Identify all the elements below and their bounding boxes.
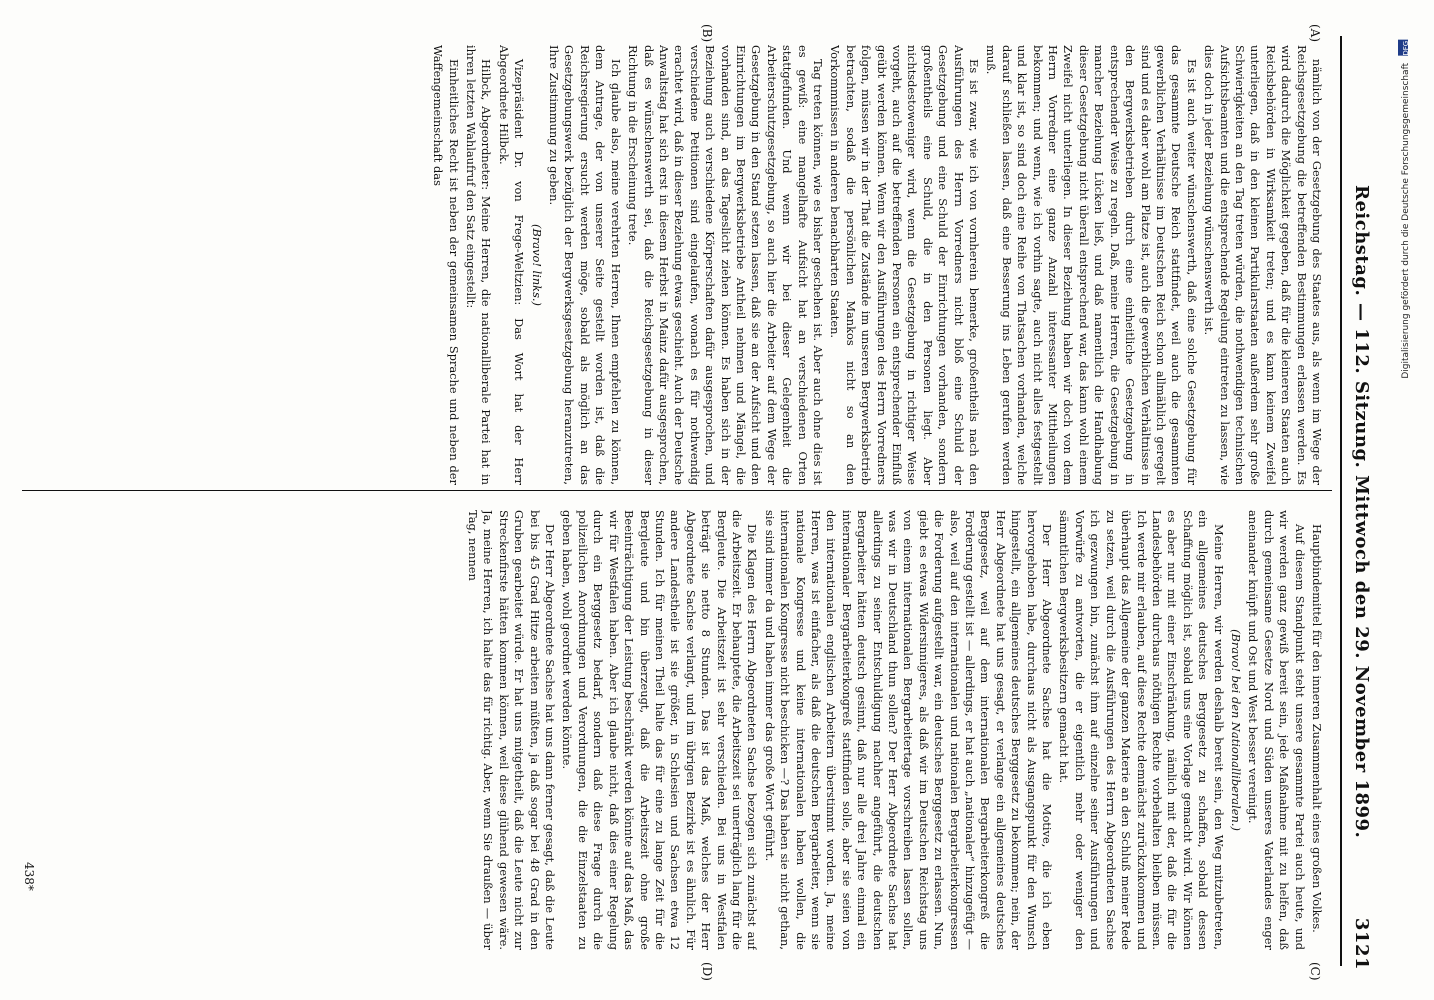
paragraph: Tag treten können, wie es bisher geschehen ist. Aber auch ohne dies ist es gewiß: eine mangelhafte Aufsicht hat an verschiedenen Orten stattgefunden. Und wenn wir bei dieser Gelegenheit die Arbeiterschutzgesetzgebung, so auch hier die Arbeiter auf dem Wege der Gesetzgebung in den Stand setzen lassen, daß sie an der Aufsicht und den Einrichtungen im Bergwerksbetriebe Antheil nehmen und Mängel, die vorhanden sind, an das Tageslicht ziehen können. Es haben sich in der Beziehung auch verschiedene Körperschaften dafür ausgesprochen, und verschiedene Petitionen sind eingelaufen, wonach es für nothwendig erachtet wird, daß in dieser Beziehung etwas geschieht. Auch der Deutsche Anwaltstag hat sich erst in diesem Herbst in Mainz dafür ausgesprochen, daß es wünschenswerth sei, daß die Reichsgesetzgebung in dieser Richtung in die Erscheinung trete. <box>626 45 825 485</box>
quotation: Hauptbindemittel für den inneren Zusammenhalt eines großen Volkes. <box>1310 524 1324 933</box>
applause-note: (Bravo! bei den Nationalliberalen.) <box>1228 629 1243 831</box>
header-rule <box>1340 36 1342 966</box>
paragraph: Ich glaube also, meine verehrten Herren, Ihnen empfehlen zu können, dem Antrage, der von unserer Seite gestellt worden ist, daß die Reichsregierung ersucht werden möge, sobald als möglich an das Gesetzgebungswerk bezüglich der Bergwerksgesetzgebung heranzutreten, Ihre Zustimmung zu geben. <box>547 45 623 485</box>
paragraph: Vizepräsident Dr. von Frege-Weltzien: Das Wort hat der Herr Abgeordnete Hilbck. <box>496 45 527 485</box>
paragraph: Es ist auch weiter wünschenswerth, daß eine solche Gesetzgebung für das gesammte Deutsche Reich stattfindet, weil auch die gesammten gewerblichen Verhältnisse im Deutschen Reich schon allmählich geregelt sind und es daher wohl am Platze ist, auch die gewerblichen Verhältnisse in den Bergwerksbetrieben durch eine einheitliche Gesetzgebung in entsprechender Weise zu regeln. Daß, meine Herren, die Gesetzgebung in mancher Beziehung Lücken ließ, und daß namentlich die Handhabung dieser Gesetzgebung nicht überall entsprechend war, das kann wohl einem Zweifel nicht unterliegen. In dieser Beziehung haben wir doch von dem Herrn Vorredner eine ganze Anzahl interessanter Mittheilungen bekommen; und wenn, wie ich vorhin sagte, auch nicht alles festgestellt und klar ist, so sind doch eine Reihe von Thatsachen vorhanden, welche darauf schließen lassen, daß eine Besserung ins Leben gerufen werden muß. <box>984 45 1199 485</box>
header-title: Reichstag. — 112. Sitzung. Mittwoch den 29. November 1899. <box>1351 185 1372 839</box>
dfg-logo-icon: DFG <box>1398 40 1408 56</box>
digitization-credit <box>1398 40 1411 379</box>
paragraph: Die Klagen des Herrn Abgeordneten Sachse bezogen sich zunächst auf die Arbeitszeit. Er behauptete, die Arbeitszeit sei unerträglich lang für die Bergleute. Die Arbeitszeit ist sehr verschieden. Bei uns in Westfalen beträgt sie netto 8 Stunden. Das ist das Maß, welches der Herr Abgeordnete Sachse verlangt, und im übrigen Bezirke ist es ähnlich. Für andere Landestheile ist sie größer, in Schlesien und Sachsen etwa 12 Stunden. Ich für meinen Theil halte das für eine zu lange Zeit für die Bergleute und bin überzeugt, daß die Arbeitszeit ohne große Beeinträchtigung der Leistung beschränkt werden könnte auf das Maß, das wir für Westfalen haben. Aber ich glaube nicht, daß dies einer Regelung durch ein Berggesetz bedarf, sondern daß diese Frage durch die polizeilichen Anordnungen und Verordnungen, die die Einzelstaaten zu geben haben, wohl geordnet werden könnte. <box>560 510 760 950</box>
sheet-number: 438* <box>22 862 36 891</box>
margin-marker-c: (C) <box>1308 962 1322 981</box>
left-column <box>34 45 1324 485</box>
paragraph: Der Herr Abgeordnete Sachse hat die Motive, die ich eben hervorgehoben habe, durchaus nicht als Ausgangspunkt für den Wunsch hingestellt, ein allgemeines deutsches Berggesetz zu bekommen; nein, der Herr Abgeordnete hat uns gesagt, er verlange ein allgemeines deutsches Berggesetz, weil auf dem internationalen Bergarbeiterkongreß die Forderung gestellt ist — allerdings, er hat auch „nationaler“ hinzugefügt — also, weil auf den internationalen und nationalen Bergarbeiterkongressen die Forderung aufgestellt war, ein deutsches Berggesetz zu erlassen. Nun, giebt es etwas Widersinnigeres, als daß wir im Deutschen Reichstag uns von einem internationalen Bergarbeitertage vorschreiben lassen sollen, was wir in Deutschland thun sollen? Der Herr Abgeordnete Sachse hat allerdings zu seiner Entschuldigung nachher angeführt, die deutschen Bergarbeiter hätten deutsch gesinnt, daß nur alle drei Jahre einmal ein internationaler Bergarbeiterkongreß stattfinden solle, aber sie seien von den internationalen englischen Arbeitern überstimmt worden. Ja, meine Herren, was ist einfacher, als daß die deutschen Bergarbeiter, wenn sie nationale Kongresse und keine internationalen haben wollen, die internationalen Kongresse nicht beschicken —? Das haben sie nicht gethan, sie sind immer da und haben immer das große Wort geführt. <box>762 510 1055 950</box>
right-column <box>34 510 1324 950</box>
margin-marker-b: (B) <box>700 24 714 43</box>
page-number: 3121 <box>1351 917 1372 970</box>
paragraph: Der Herr Abgeordnete Sachse hat uns dann ferner gesagt, daß die Leute bei bis 45 Grad Hitze arbeiten müßten, ja daß sogar bei 48 Grad in den Gruben gearbeitet würde. Er hat uns mitgetheilt, daß die Leute nicht zur Streckenfirste hätten kommen können, weil diese glühend gewesen wäre. Ja, meine Herren, ich halte das für richtig. Aber, wenn Sie draußen — über Tag, nennen <box>466 510 558 950</box>
credit-text: Digitalisierung gefördert durch die Deutsche Forschungsgemeinschaft <box>1401 62 1411 379</box>
page-header <box>1342 30 1372 970</box>
paragraph: Hilbck, Abgeordneter: Meine Herren, die nationalliberale Partei hat in ihren letzten Wahlaufruf den Satz eingestellt: <box>464 45 494 485</box>
margin-marker-d: (D) <box>700 962 714 981</box>
column-divider <box>22 490 1332 491</box>
applause-note: (Bravo! links.) <box>529 224 544 306</box>
paragraph: nämlich von der Gesetzgebung des Staates aus, als wenn im Wege der Reichsgesetzgebung die betreffenden Bestimmungen erlassen werden. Es wird dadurch die Möglichkeit gegeben, daß für die kleineren Staaten auch Reichsbehörden in Wirksamkeit treten; und es kann keinem Zweifel unterliegen, daß in den kleinen Partikularstaaten außerdem sehr große Schwierigkeiten an den Tag treten würden, die nothwendigen technischen Aufsichtsbeamten und die entsprechende Regelung eintreten zu lassen, wie dies doch in jeder Beziehung wünschenswerth ist. <box>1202 45 1324 485</box>
quotation: Einheitliches Recht ist neben der gemeinsamen Sprache und neben der Waffengemeinschaft das <box>431 45 461 485</box>
paragraph: Meine Herren, wir werden deshalb bereit sein, den Weg mitzubetreten, ein allgemeines deutsches Berggesetz zu schaffen, sobald dessen Schaffung möglich ist, sobald uns eine Vorlage gemacht wird. Wir können es aber nur mit einer Einschränkung, nämlich mit der, daß die für die Landesbehörden durchaus nöthigen Rechte vorbehalten bleiben müssen. Ich werde mir erlauben, auf diese Rechte demnächst zurückzukommen und überhaupt das Allgemeine der ganzen Materie an den Schluß meiner Rede zu setzen, weil durch die Ausführungen des Herrn Abgeordneten Sachse ich gezwungen bin, zunächst ihm auf einzelne seiner Ausführungen und Vorwürfe zu antworten, die er eigentlich mehr oder weniger den sämmtlichen Bergwerksbesitzern gemacht hat. <box>1057 510 1226 950</box>
margin-marker-a: (A) <box>1308 24 1322 43</box>
paragraph: Auf diesem Standpunkt steht unsere gesammte Partei auch heute, und wir werden ganz gewiß bereit sein, jede Maßnahme mit zu helfen, daß durch gemeinsame Gesetze Nord und Süden unseres Vaterlandes enger aneinander knüpft und Ost und West besser vereinigt. <box>1246 510 1307 950</box>
paragraph: Es ist zwar, wie ich von vornherein bemerke, großentheils nach den Ausführungen des Herrn Vorredners nicht bloß eine Schuld der Gesetzgebung und eine Schuld der Einrichtungen vorhanden, sondern großentheils eine Schuld, die in den Personen liegt. Aber nichtsdestoweniger wird, wenn die Gesetzgebung in richtiger Weise vorgeht, auch auf die betreffenden Personen ein entsprechender Einfluß geübt werden können. Wenn wir den Ausführungen des Herrn Vorredners folgen, müssen wir in der That die Zustände im unseren Bergwerksbetrieb betrachten, sodaß die persönlichen Mankos nicht so an den Vorkommnissen in anderen benachbarten Staaten. <box>828 45 982 485</box>
